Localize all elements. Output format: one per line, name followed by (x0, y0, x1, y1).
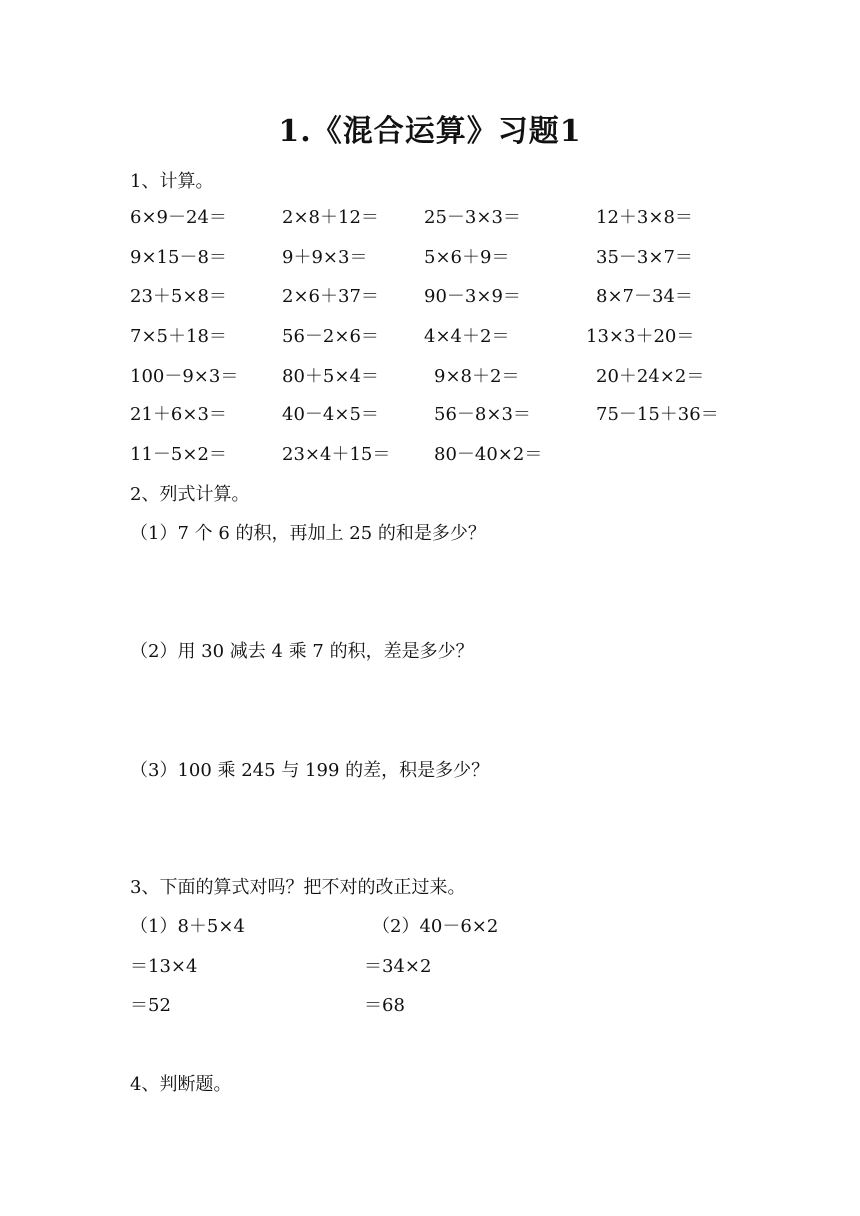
problem-cell: 13×3＋20＝ (586, 326, 695, 347)
section1-heading: 1、计算。 (130, 171, 214, 192)
word-problem: （1）7 个 6 的积，再加上 25 的和是多少？ (130, 523, 486, 544)
section2-heading: 2、列式计算。 (130, 484, 250, 505)
word-problem: （3）100 乘 245 与 199 的差，积是多少？ (130, 760, 490, 781)
problem-cell: 9×15－8＝ (130, 247, 227, 268)
section4-heading: 4、判断题。 (130, 1074, 232, 1095)
problem-cell: 56－8×3＝ (434, 404, 531, 425)
problem-cell: 6×9－24＝ (130, 207, 227, 228)
word-problem: （2）用 30 减去 4 乘 7 的积，差是多少？ (130, 641, 474, 662)
problem-cell: 23×4＋15＝ (282, 444, 391, 465)
problem-cell: 20＋24×2＝ (596, 366, 705, 387)
check-left-line: ＝13×4 (130, 956, 198, 977)
page-title: 1.《混合运算》习题1 (278, 114, 582, 149)
problem-cell: 90－3×9＝ (424, 286, 521, 307)
check-right-line: ＝34×2 (364, 956, 432, 977)
problem-cell: 23＋5×8＝ (130, 286, 227, 307)
check-left-line: （1）8＋5×4 (130, 916, 245, 937)
check-left-line: ＝52 (130, 995, 171, 1016)
problem-cell: 5×6＋9＝ (424, 247, 510, 268)
problem-cell: 80＋5×4＝ (282, 366, 379, 387)
problem-cell: 9＋9×3＝ (282, 247, 368, 268)
check-right-line: ＝68 (364, 995, 405, 1016)
problem-cell: 8×7－34＝ (596, 286, 693, 307)
problem-cell: 56－2×6＝ (282, 326, 379, 347)
problem-cell: 80－40×2＝ (434, 444, 543, 465)
problem-cell: 25－3×3＝ (424, 207, 521, 228)
problem-cell: 12＋3×8＝ (596, 207, 693, 228)
problem-cell: 2×6＋37＝ (282, 286, 379, 307)
problem-cell: 9×8＋2＝ (434, 366, 520, 387)
problem-cell: 7×5＋18＝ (130, 326, 227, 347)
problem-cell: 40－4×5＝ (282, 404, 379, 425)
check-right-line: （2）40－6×2 (372, 916, 499, 937)
section3-heading: 3、下面的算式对吗？把不对的改正过来。 (130, 877, 466, 898)
problem-cell: 100－9×3＝ (130, 366, 239, 387)
problem-cell: 2×8＋12＝ (282, 207, 379, 228)
problem-cell: 75－15＋36＝ (596, 404, 719, 425)
problem-cell: 21＋6×3＝ (130, 404, 227, 425)
problem-cell: 4×4＋2＝ (424, 326, 510, 347)
problem-cell: 11－5×2＝ (130, 444, 227, 465)
problem-cell: 35－3×7＝ (596, 247, 693, 268)
